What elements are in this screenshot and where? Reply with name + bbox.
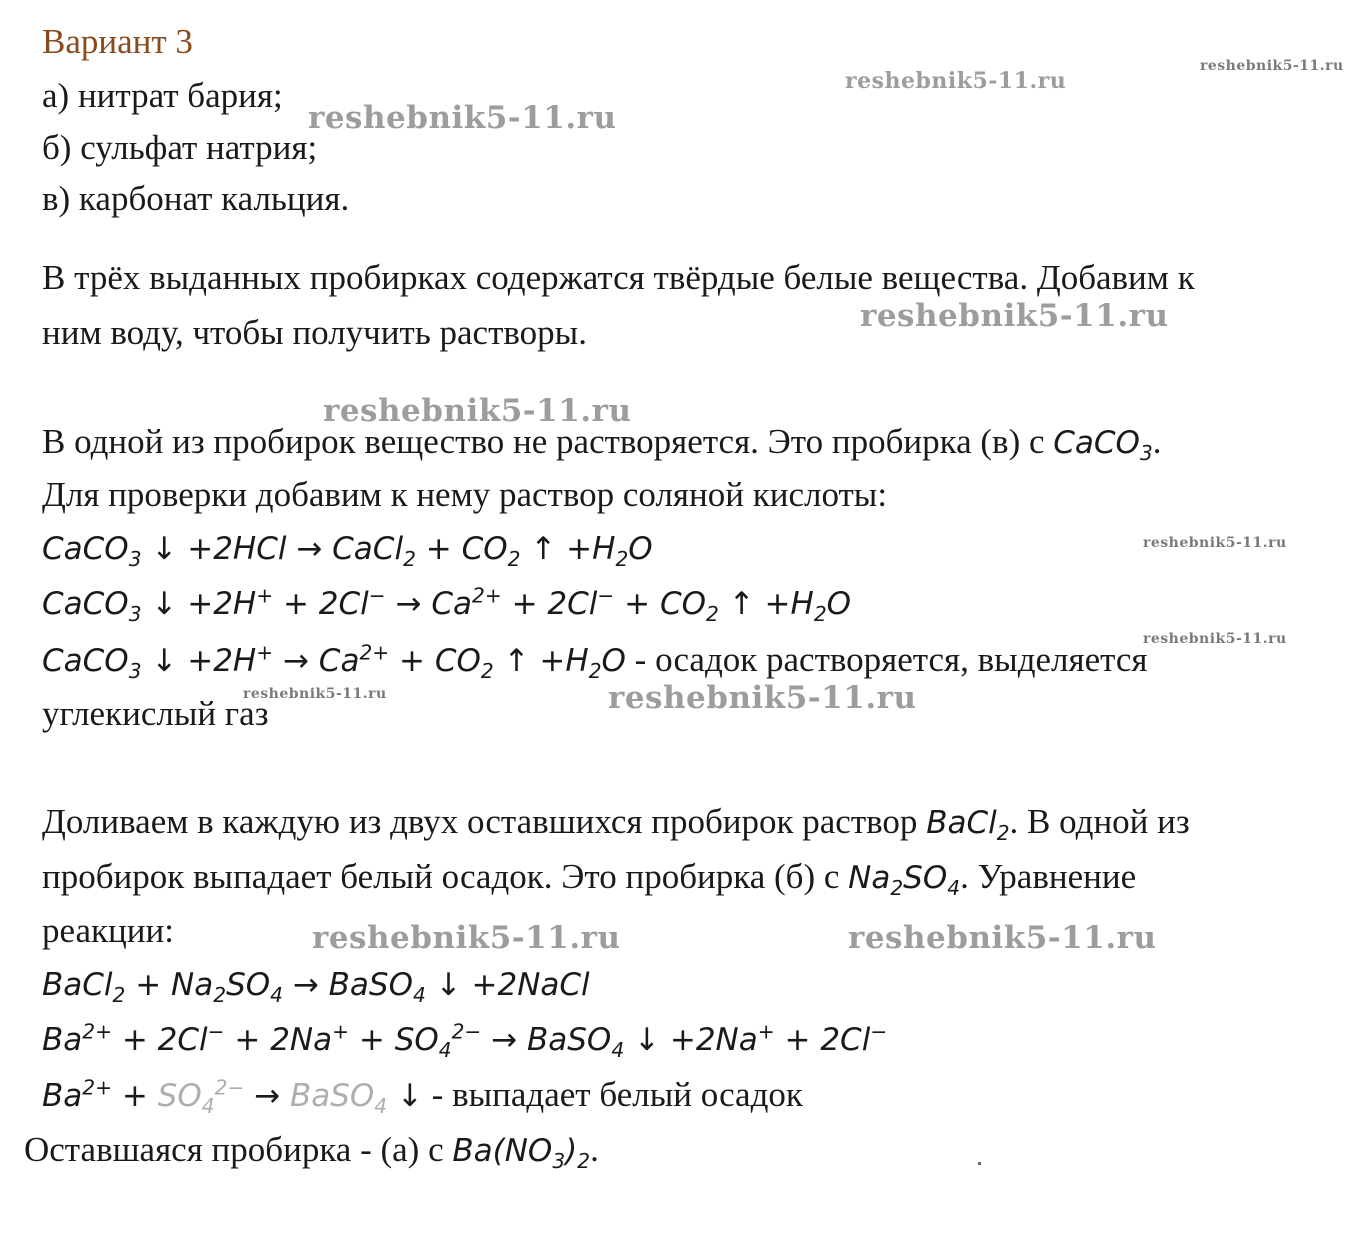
watermark: reshebnik5-11.ru: [848, 920, 1157, 956]
variant-title: Вариант 3: [42, 22, 193, 61]
list-item-a: а) нитрат бария;: [42, 76, 283, 115]
para3-line3: реакции:: [42, 911, 174, 950]
watermark: reshebnik5-11.ru: [860, 298, 1169, 334]
bacl2-formula: BaCl$_2$: [926, 805, 1010, 846]
para3-line1-text: Доливаем в каждую из двух оставшихся пробирок раствор: [42, 802, 927, 841]
watermark-small: reshebnik5-11.ru: [1143, 631, 1287, 647]
para3-line2-end: . Уравнение: [960, 857, 1137, 896]
equation-caco3-comment: - осадок растворяется, выделяется: [625, 640, 1148, 679]
watermark-small: reshebnik5-11.ru: [243, 686, 387, 702]
watermark: reshebnik5-11.ru: [312, 920, 621, 956]
equation-caco3-comment-line2: углекислый газ: [42, 694, 269, 733]
list-item-b: б) сульфат натрия;: [42, 128, 318, 167]
para2-line1-end: .: [1152, 422, 1162, 461]
para2-line1-text: В одной из пробирок вещество не растворяется. Это пробирка (в) с: [42, 422, 1054, 461]
watermark-small: reshebnik5-11.ru: [1200, 58, 1344, 74]
final-line: [24, 1128, 599, 1173]
watermark: reshebnik5-11.ru: [845, 68, 1067, 94]
final-line-end: .: [590, 1130, 599, 1169]
na2so4-formula: $Na_2SO_4$: [848, 860, 961, 901]
para3-line1-end: . В одной из: [1009, 802, 1190, 841]
equation-caco3-molecular: CaCO$_3$ ↓ +2HCl → CaCl$_2$ + $CO_2$ ↑ $+H_2O$: [42, 531, 653, 572]
para3-line1: [42, 800, 1190, 845]
para1-line2: ним воду, чтобы получить растворы.: [42, 313, 587, 352]
watermark: reshebnik5-11.ru: [608, 680, 917, 716]
ba-no3-2-formula: $Ba(NO_3)_2$: [452, 1133, 591, 1174]
equation-bacl2-short-ionic: $Ba^{2+} + SO_4^{2-}$ → BaSO$_4$ ↓ - выпадает белый осадок: [42, 1075, 803, 1119]
equation-bacl2-full-ionic: $Ba^{2+} + 2Cl^- + 2Na^+ + SO_4^{2-}$ → BaSO$_4$ ↓ +2Na+ + 2Cl−: [42, 1019, 888, 1063]
para2-line2: Для проверки добавим к нему раствор соляной кислоты:: [42, 475, 888, 514]
watermark-small: reshebnik5-11.ru: [1143, 535, 1287, 551]
para1-line1: В трёх выданных пробирках содержатся твёрдые белые вещества. Добавим к: [42, 258, 1195, 297]
para3-line2: [42, 855, 1136, 900]
watermark: reshebnik5-11.ru: [308, 100, 617, 136]
watermark: reshebnik5-11.ru: [323, 393, 632, 429]
equation-bacl2-molecular: BaCl$_2$ + $Na_2SO_4$ → BaSO$_4$ ↓ +2NaCl: [42, 967, 590, 1008]
stray-dot: [978, 1162, 981, 1165]
equation-bacl2-comment: - выпадает белый осадок: [422, 1075, 803, 1114]
caco3-formula: CaCO$_3$: [1053, 425, 1153, 466]
equation-caco3-short-ionic: CaCO$_3$ ↓ $+2H^+ \to Ca^{2+} + CO_2$ ↑ $+H_2O$ - осадок растворяется, выделяется: [42, 640, 1148, 684]
final-line-text: Оставшаяся пробирка - (а) с: [24, 1130, 453, 1169]
list-item-c: в) карбонат кальция.: [42, 179, 350, 218]
equation-caco3-full-ionic: CaCO$_3$ ↓ $+2H^+ + 2Cl^- \to Ca^{2+} + 2Cl^- + CO_2$ ↑ $+H_2O$: [42, 583, 852, 627]
para3-line2-text: пробирок выпадает белый осадок. Это пробирка (б) с: [42, 857, 849, 896]
